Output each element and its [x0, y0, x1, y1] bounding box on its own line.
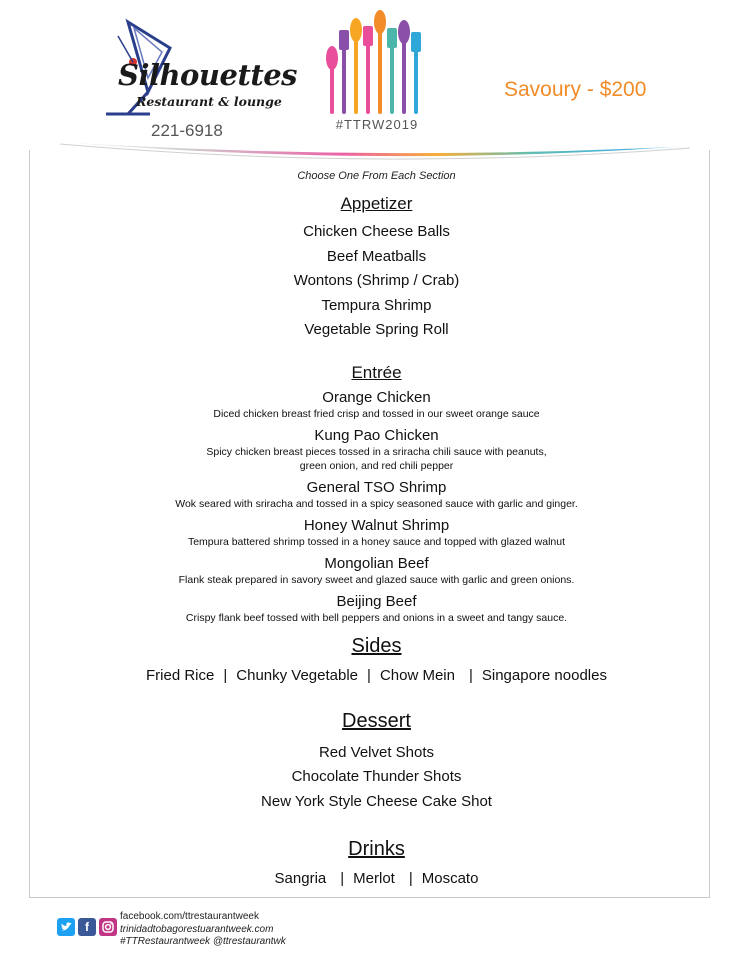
- entree-description: Tempura battered shrimp tossed in a honey sauce and topped with glazed walnut: [187, 535, 566, 548]
- separator: |: [340, 870, 345, 887]
- drink-item: Merlot: [353, 870, 395, 887]
- phone-number: 221-6918: [151, 121, 223, 140]
- appetizer-heading: Appetizer: [340, 194, 413, 213]
- entree-name: Kung Pao Chicken: [314, 426, 439, 444]
- entree-description-line: Spicy chicken breast pieces tossed in a sriracha chili sauce with peanuts,: [206, 445, 547, 458]
- appetizer-item: Chicken Cheese Balls: [303, 223, 450, 240]
- sides-row: [29, 666, 724, 686]
- entree-description-line: green onion, and red chili pepper: [299, 459, 454, 472]
- drink-item: Moscato: [421, 870, 479, 887]
- entree-description: Flank steak prepared in savory sweet and glazed sauce with garlic and green onions.: [178, 573, 575, 586]
- appetizer-item: Vegetable Spring Roll: [304, 321, 449, 338]
- entree-name: Beijing Beef: [336, 592, 417, 610]
- drink-item: Sangria: [274, 870, 327, 887]
- appetizer-item: Wontons (Shrimp / Crab): [293, 272, 460, 289]
- side-item: Singapore noodles: [481, 666, 607, 684]
- dessert-item: Chocolate Thunder Shots: [291, 768, 462, 785]
- sides-heading: Sides: [351, 634, 402, 657]
- appetizer-item: Beef Meatballs: [326, 247, 427, 265]
- entree-description: Diced chicken breast fried crisp and tossed in our sweet orange sauce: [213, 407, 540, 420]
- utensils-logo: [322, 8, 430, 126]
- separator: |: [367, 666, 371, 684]
- price-label: Savoury - $200: [504, 78, 647, 101]
- entree-description: [29, 445, 724, 459]
- drinks-row: [29, 869, 724, 889]
- entree-name: General TSO Shrimp: [306, 478, 447, 496]
- website-link[interactable]: trinidadtobagorestuarantweek.com: [120, 923, 274, 935]
- dessert-heading: Dessert: [342, 709, 411, 732]
- dessert-item: New York Style Cheese Cake Shot: [261, 792, 492, 810]
- side-item: Chow Mein: [379, 666, 455, 684]
- facebook-link[interactable]: facebook.com/ttrestaurantweek: [120, 911, 259, 922]
- separator: |: [223, 666, 228, 684]
- event-hashtag: #TTRW2019: [335, 117, 419, 132]
- entree-name: Orange Chicken: [322, 388, 431, 406]
- entree-heading: Entrée: [351, 362, 402, 382]
- entree-description: Wok seared with sriracha and tossed in a spicy seasoned sauce with garlic and ginger.: [175, 497, 578, 510]
- entree-description: Crispy flank beef tossed with bell peppers and onions in a sweet and tangy sauce.: [185, 611, 568, 624]
- menu-instruction: Choose One From Each Section: [297, 170, 456, 182]
- entree-name: Honey Walnut Shrimp: [303, 516, 450, 534]
- hashtag-handle: #TTRestaurantweek @ttrestaurantwk: [120, 936, 286, 947]
- separator: |: [408, 870, 413, 887]
- separator: |: [468, 666, 473, 684]
- entree-name: Mongolian Beef: [324, 554, 429, 572]
- menu-body: [29, 170, 724, 889]
- twitter-icon[interactable]: [57, 918, 75, 936]
- footer-links: [120, 911, 286, 949]
- facebook-icon[interactable]: f: [78, 918, 96, 936]
- dessert-item: Red Velvet Shots: [318, 743, 435, 761]
- logo-subtitle: Restaurant & lounge: [136, 94, 282, 109]
- social-icons: [57, 918, 119, 938]
- side-item: Chunky Vegetable: [236, 666, 359, 684]
- drinks-heading: Drinks: [348, 838, 405, 860]
- side-item: Fried Rice: [146, 666, 215, 684]
- appetizer-item: Tempura Shrimp: [321, 296, 432, 314]
- instagram-icon[interactable]: [99, 918, 117, 936]
- logo-name: Silhouettes: [118, 58, 298, 92]
